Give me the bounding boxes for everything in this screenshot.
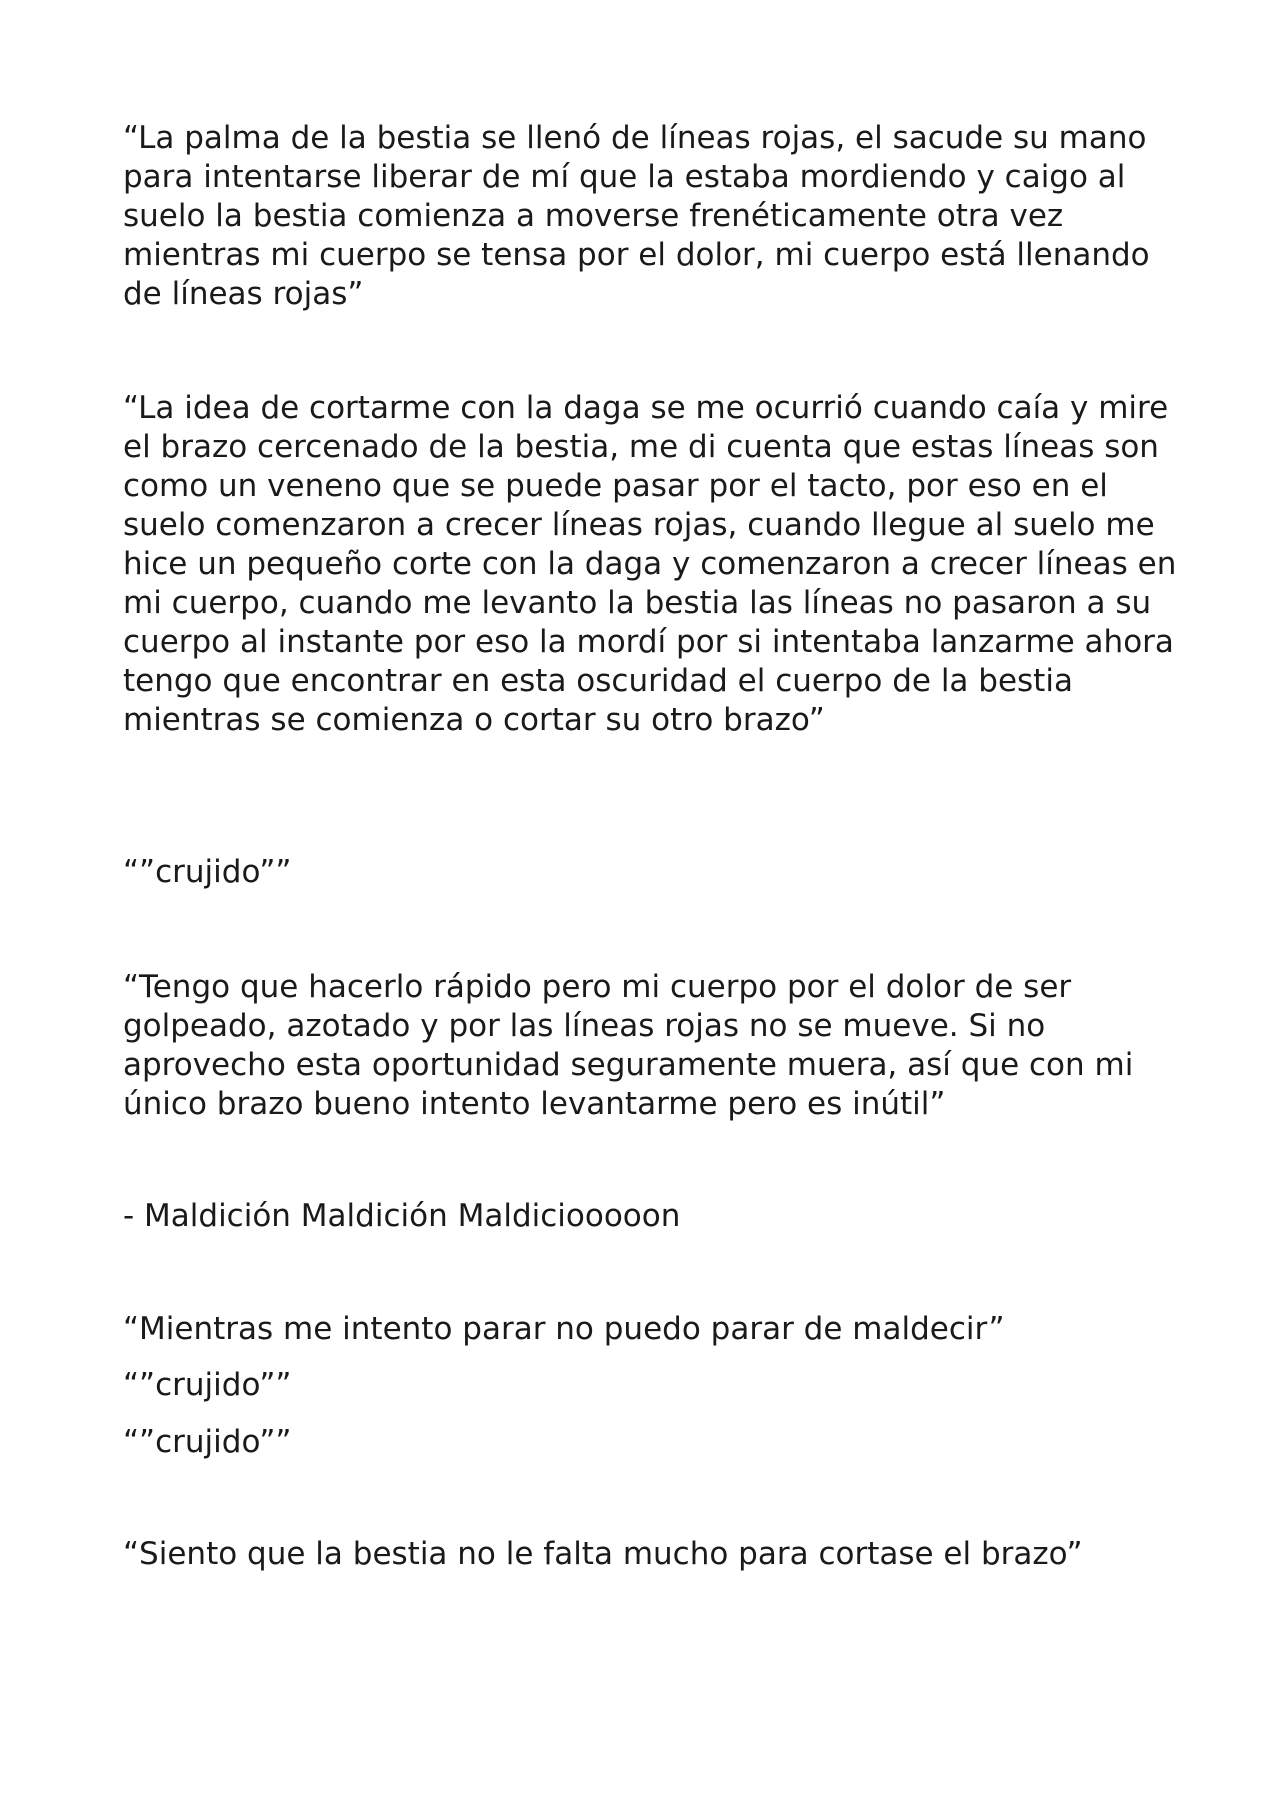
paragraph-crunch-2: “”crujido”” xyxy=(123,1367,292,1403)
paragraph-crunch-1: “”crujido”” xyxy=(123,854,292,890)
paragraph-beast-arm: “Siento que la bestia no le falta mucho para cortase el brazo” xyxy=(123,1536,1083,1572)
paragraph-move-quickly: “Tengo que hacerlo rápido pero mi cuerpo por el dolor de ser golpeado, azotado y por las líneas rojas no se mueve. Si no aprovecho esta oportunidad seguramente muera, así que con mi único brazo bueno intento levantarme pero es inútil” xyxy=(123,969,1134,1122)
paragraph-dagger-idea: “La idea de cortarme con la daga se me ocurrió cuando caía y mire el brazo cercenado de la bestia, me di cuenta que estas líneas son como un veneno que se puede pasar por el tacto, por eso en el suelo comenzaron a crecer líneas rojas, cuando llegue al suelo me hice un pequeño corte con la daga y comenzaron a crecer líneas en mi cuerpo, cuando me levanto la bestia las líneas no pasaron a su cuerpo al instante por eso la mordí por si intentaba lanzarme ahora tengo que encontrar en esta oscuridad el cuerpo de la bestia mientras se comienza o cortar su otro brazo” xyxy=(123,390,1177,738)
paragraph-beast-palm: “La palma de la bestia se llenó de líneas rojas, el sacude su mano para intentarse liberar de mí que la estaba mordiendo y caigo al suelo la bestia comienza a moverse frenéticamente otra vez mientras mi cuerpo se tensa por el dolor, mi cuerpo está llenando de líneas rojas” xyxy=(123,120,1150,312)
paragraph-curse-dialogue: - Maldición Maldición Maldiciooooon xyxy=(123,1198,681,1234)
paragraph-crunch-3: “”crujido”” xyxy=(123,1424,292,1460)
paragraph-cursing: “Mientras me intento parar no puedo parar de maldecir” xyxy=(123,1311,1005,1347)
